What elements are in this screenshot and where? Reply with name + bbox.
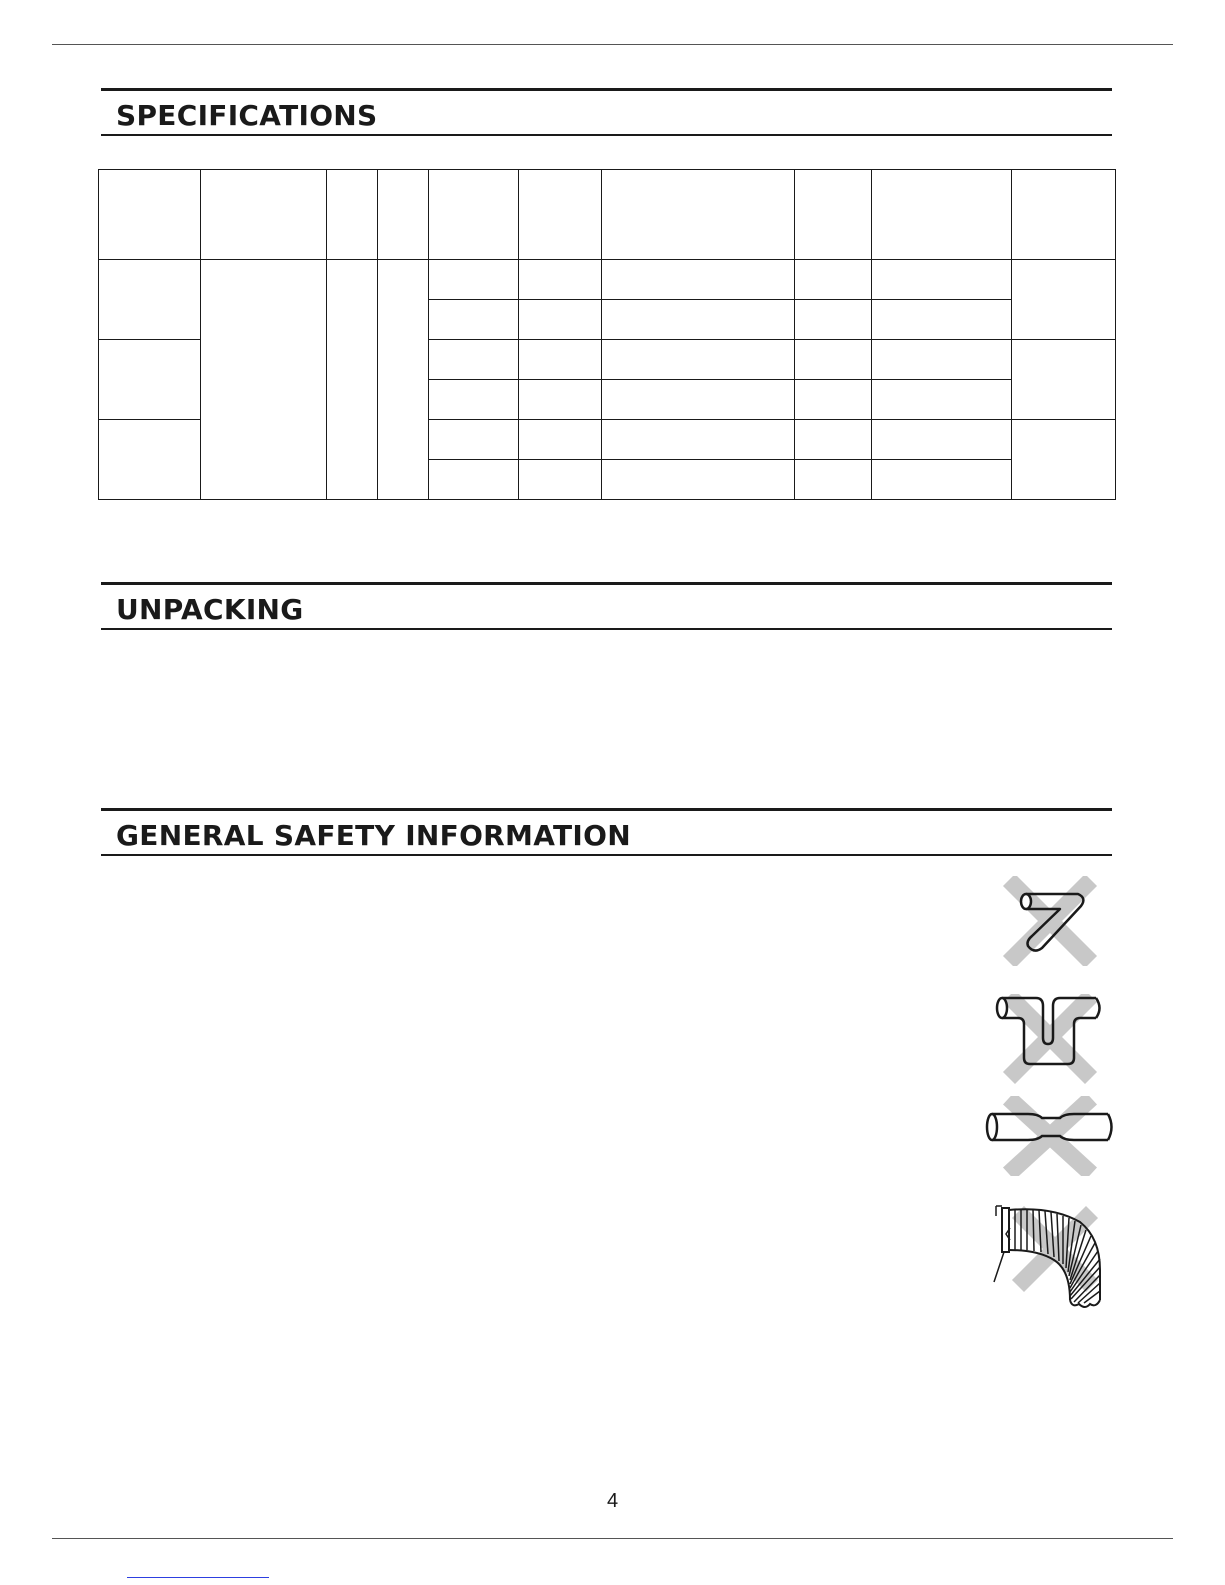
table-cell xyxy=(602,380,795,420)
table-cell xyxy=(378,260,429,500)
table-cell xyxy=(327,170,378,260)
footer-link-underline[interactable] xyxy=(127,1577,269,1578)
table-cell xyxy=(795,260,872,300)
table-cell xyxy=(872,380,1012,420)
table-cell xyxy=(1012,260,1116,340)
unpacking-header xyxy=(101,582,1112,630)
table-cell xyxy=(519,460,602,500)
table-cell xyxy=(872,340,1012,380)
top-rule xyxy=(52,44,1173,45)
table-cell xyxy=(602,340,795,380)
table-row xyxy=(99,260,1116,300)
u-bent-hose-icon xyxy=(982,994,1118,1084)
table-cell xyxy=(872,260,1012,300)
table-cell xyxy=(795,420,872,460)
specifications-title: SPECIFICATIONS xyxy=(116,99,378,132)
table-cell xyxy=(429,420,519,460)
table-header-row xyxy=(99,170,1116,260)
specifications-table xyxy=(98,169,1116,500)
table-cell xyxy=(795,460,872,500)
bottom-rule xyxy=(52,1538,1173,1539)
table-cell xyxy=(429,260,519,300)
table-cell xyxy=(602,300,795,340)
table-cell xyxy=(1012,420,1116,500)
table-cell xyxy=(327,260,378,500)
table-cell xyxy=(795,340,872,380)
table-cell xyxy=(429,170,519,260)
table-cell xyxy=(519,300,602,340)
table-cell xyxy=(602,460,795,500)
table-cell xyxy=(201,170,327,260)
table-cell xyxy=(519,380,602,420)
table-cell xyxy=(519,420,602,460)
table-cell xyxy=(519,260,602,300)
table-cell xyxy=(872,300,1012,340)
table-cell xyxy=(378,170,429,260)
safety-title: GENERAL SAFETY INFORMATION xyxy=(116,819,631,852)
page-number: 4 xyxy=(606,1490,619,1512)
specifications-header xyxy=(101,88,1112,136)
table-cell xyxy=(99,340,201,420)
table-cell xyxy=(795,170,872,260)
table-cell xyxy=(795,300,872,340)
unpacking-title: UNPACKING xyxy=(116,593,304,626)
table-cell xyxy=(429,380,519,420)
table-cell xyxy=(99,170,201,260)
pinched-hose-icon xyxy=(982,1096,1118,1176)
safety-header xyxy=(101,808,1112,856)
table-cell xyxy=(429,300,519,340)
kinked-hose-icon xyxy=(982,876,1118,966)
compressed-duct-icon xyxy=(982,1204,1118,1314)
table-cell xyxy=(602,260,795,300)
table-cell xyxy=(99,260,201,340)
table-cell xyxy=(519,340,602,380)
table-cell xyxy=(602,420,795,460)
table-cell xyxy=(872,170,1012,260)
table-cell xyxy=(1012,170,1116,260)
table-cell xyxy=(1012,340,1116,420)
table-cell xyxy=(429,460,519,500)
table-cell xyxy=(519,170,602,260)
table-cell xyxy=(99,420,201,500)
table-cell xyxy=(872,420,1012,460)
table-cell xyxy=(602,170,795,260)
table-cell xyxy=(795,380,872,420)
table-cell xyxy=(429,340,519,380)
table-cell xyxy=(201,260,327,500)
table-cell xyxy=(872,460,1012,500)
